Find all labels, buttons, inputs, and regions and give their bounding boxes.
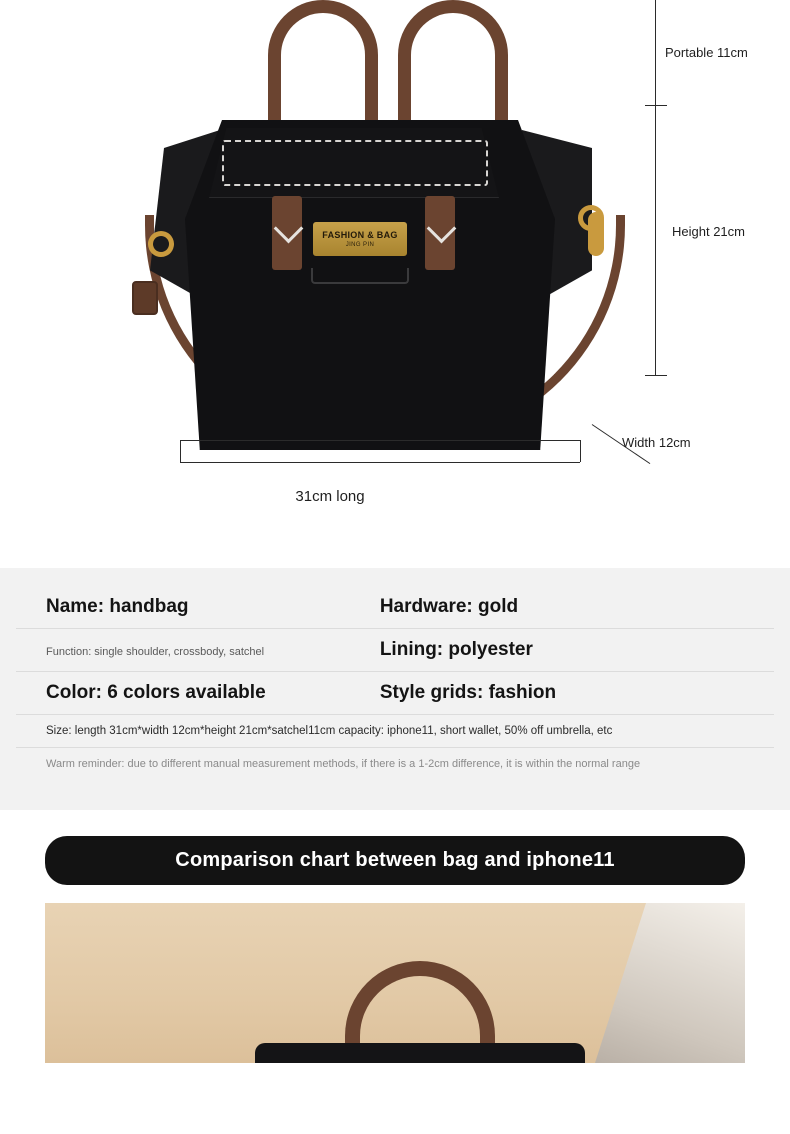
guide-length-top	[180, 440, 580, 441]
guide-length-tick-left	[180, 440, 181, 462]
spec-hardware: Hardware: gold	[379, 596, 519, 617]
leather-tab-right	[425, 196, 455, 270]
spec-row	[16, 715, 774, 748]
spec-style-grids: Style grids: fashion	[379, 682, 557, 703]
photo-bag-top	[255, 1043, 585, 1063]
flap-stitching	[222, 140, 488, 186]
guide-portable-vertical	[655, 0, 656, 105]
spec-row	[16, 586, 774, 629]
guide-height-vertical	[655, 105, 656, 375]
strap-buckle	[132, 281, 158, 315]
measurement-label-portable: Portable 11cm	[665, 45, 748, 60]
brand-plate	[313, 222, 407, 256]
handbag-illustration	[0, 0, 660, 470]
spec-row	[16, 629, 774, 672]
comparison-banner-container	[0, 810, 790, 903]
guide-length-horizontal	[180, 462, 580, 463]
photo-desk-background	[595, 903, 745, 1063]
spec-row	[16, 672, 774, 715]
spec-color: Color: 6 colors available	[46, 682, 266, 703]
spec-warm-reminder: Warm reminder: due to different manual measurement methods, if there is a 1-2cm difference, it is within the normal range	[46, 758, 641, 770]
measurement-label-length: 31cm long	[295, 488, 365, 505]
measurement-label-width: Width 12cm	[622, 435, 691, 450]
guide-portable-tick	[645, 105, 667, 106]
comparison-banner-title: Comparison chart between bag and iphone11	[45, 836, 745, 885]
brand-plate-line2: JING PIN	[345, 241, 375, 248]
brand-plate-line1: FASHION & BAG	[322, 229, 398, 240]
comparison-photo	[45, 903, 745, 1063]
guide-height-tick	[645, 375, 667, 376]
spec-function: Function: single shoulder, crossbody, satchel	[46, 646, 265, 658]
front-pocket-seam	[311, 268, 409, 284]
specification-table	[0, 568, 790, 810]
guide-length-tick-right	[580, 440, 581, 462]
comparison-photo-container	[0, 903, 790, 1063]
measurement-label-height: Height 21cm	[672, 224, 745, 239]
spec-row	[16, 748, 774, 780]
spec-lining: Lining: polyester	[379, 639, 533, 660]
spec-name: Name: handbag	[46, 596, 189, 617]
spec-size: Size: length 31cm*width 12cm*height 21cm*satchel11cm capacity: iphone11, short wallet, 50% off umbrella, etc	[46, 725, 613, 737]
leather-tab-left	[272, 196, 302, 270]
strap-clip-icon	[588, 212, 604, 256]
